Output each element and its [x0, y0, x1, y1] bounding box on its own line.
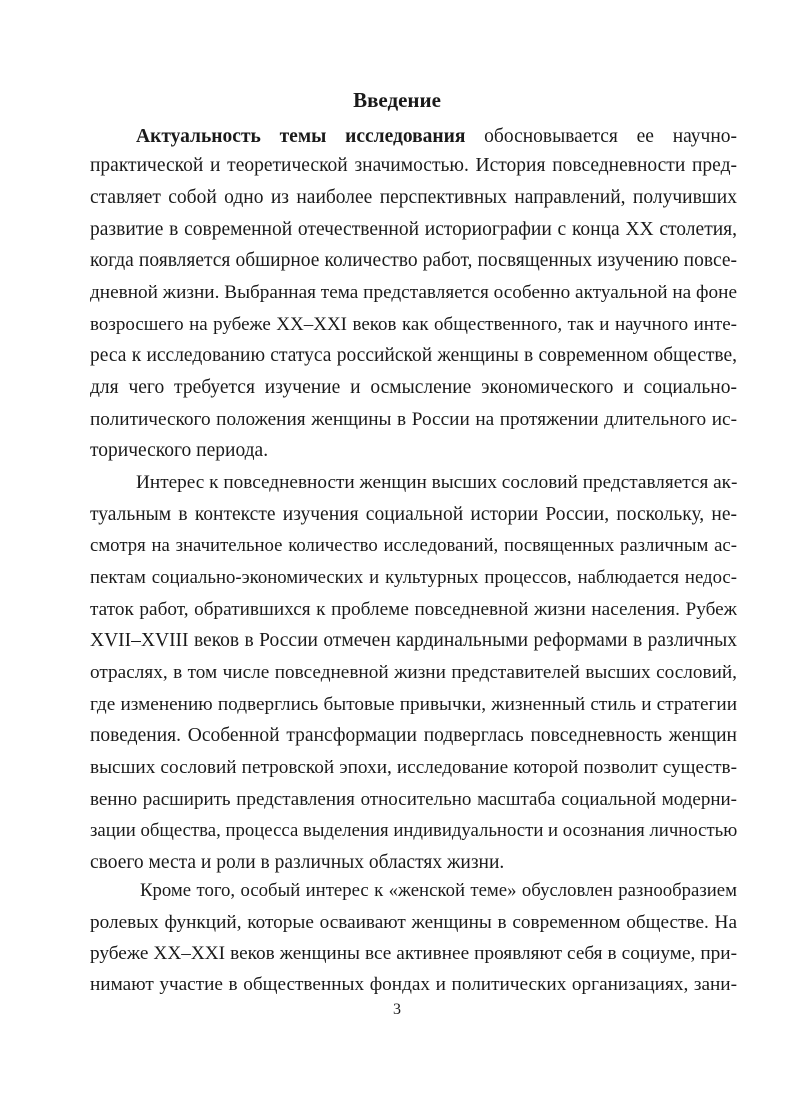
- paragraph-3-line: рубеже XX–XXI веков женщины все активнее проявляют себя в социуме, при-: [90, 943, 737, 964]
- paragraph-2-line: венно расширить представления относительно масштаба социальной модерни-: [90, 789, 737, 810]
- bold-word: темы: [279, 126, 327, 147]
- page-number: 3: [393, 1001, 401, 1018]
- paragraph-1-line: реса к исследованию статуса российской женщины в современном обществе,: [90, 345, 737, 366]
- page-title: Введение: [353, 88, 441, 112]
- paragraph-3-line: ролевых функций, которые осваивают женщины в современном обществе. На: [90, 912, 737, 933]
- paragraph-1-line: возросшего на рубеже XX–XXI веков как общественного, так и научного инте-: [90, 314, 737, 335]
- paragraph-2-line: пектам социально-экономических и культурных процессов, наблюдается недос-: [90, 567, 737, 588]
- bold-word: исследования: [345, 126, 466, 147]
- paragraph-2-line: где изменению подверглись бытовые привычки, жизненный стиль и стратегии: [90, 694, 737, 715]
- text-word: научно-: [672, 126, 738, 147]
- paragraph-2-line: таток работ, обратившихся к проблеме повседневной жизни населения. Рубеж: [90, 599, 737, 620]
- paragraph-1-line: ставляет собой одно из наиболее перспективных направлений, получивших: [90, 187, 737, 208]
- paragraph-1-line: политического положения женщины в России на протяжении длительного ис-: [90, 409, 737, 430]
- paragraph-2-line: поведения. Особенной трансформации подверглась повседневность женщин: [90, 725, 737, 746]
- paragraph-2-line: смотря на значительное количество исследований, посвященных различным ас-: [90, 535, 737, 556]
- paragraph-3-line: нимают участие в общественных фондах и политических организациях, зани-: [90, 974, 737, 995]
- paragraph-2-line: Интерес к повседневности женщин высших сословий представляется ак-: [136, 472, 738, 493]
- paragraph-1-line: когда появляется обширное количество работ, посвященных изучению повсе-: [90, 250, 737, 271]
- paragraph-2-line: туальным в контексте изучения социальной истории России, поскольку, не-: [90, 504, 737, 525]
- paragraph-1-line-1: [136, 122, 737, 152]
- paragraph-3-line: Кроме того, особый интерес к «женской теме» обусловлен разнообразием: [140, 880, 737, 901]
- paragraph-2-line: XVII–XVIII веков в России отмечен кардинальными реформами в различных: [90, 630, 737, 651]
- paragraph-1-line: развитие в современной отечественной историографии с конца XX столетия,: [90, 219, 737, 240]
- paragraph-2-line: отраслях, в том числе повседневной жизни представителей высших сословий,: [90, 662, 737, 683]
- paragraph-2-line: высших сословий петровской эпохи, исследование которой позволит существ-: [90, 757, 737, 778]
- bold-word: Актуальность: [136, 126, 261, 147]
- paragraph-1-line: дневной жизни. Выбранная тема представляется особенно актуальной на фоне: [90, 282, 737, 303]
- text-word: ее: [636, 126, 654, 147]
- paragraph-1-line: практической и теоретической значимостью. История повседневности пред-: [90, 155, 737, 176]
- paragraph-2-line: своего места и роли в различных областях жизни.: [90, 852, 505, 873]
- text-word: обосновывается: [484, 126, 618, 147]
- paragraph-1-line: торического периода.: [90, 440, 269, 461]
- paragraph-1-line: для чего требуется изучение и осмысление экономического и социально-: [90, 377, 737, 398]
- paragraph-2-line: зации общества, процесса выделения индивидуальности и осознания личностью: [90, 820, 738, 841]
